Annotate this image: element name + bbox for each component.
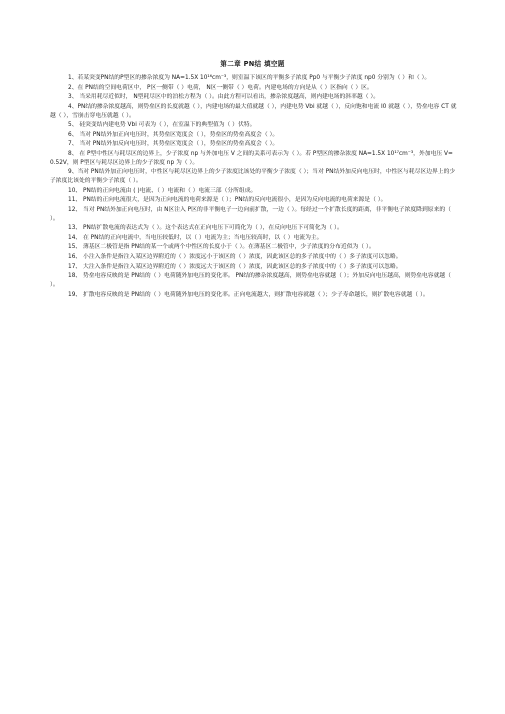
question-6: 6、 当对 PN结外加正向电压时，其势垒区宽度会（ ），势垒区的势垒高度会（ ）。 (68, 131, 279, 138)
question-7: 7、 当对 PN结外加反向电压时，其势垒区宽度会（ ），势垒区的势垒高度会（ ）。 (68, 141, 279, 148)
question-9: 9、当对 PN结外加正向电压时，中性区与耗尽区边界上的少子浓度比该处的平衡少子浓度（ ）；当对 PN结外加反向电压时，中性区与耗尽区边界上的少子浓度比该处的平衡少子浓度（ ）。 (50, 169, 456, 185)
question-8: 8、 在 P型中性区与耗尽区的边界上，少子浓度 np 与外加电压 V 之间的关系可表示为（ ）。若 P型区的掺杂浓度 NA=1.5X 10¹⁷cm⁻³，外加电压 V= 0.52V，则 P型区与耗尽区边界上的少子浓度 np 为（ ）。 (50, 150, 453, 166)
question-14: 14、 在 PN结的正向电流中，当电压较低时，以（ ）电流为主；当电压较高时，以（ ）电流为主。 (68, 234, 323, 241)
question-13: 13、 PN结扩散电流的表达式为（ ）。这个表达式在正向电压下可简化为（ ），在反向电压下可简化为（ ）。 (68, 225, 343, 232)
question-10: 10、 PN结的正向电流由 ( )电流、（ ）电流和（ ）电流三部（分所组成。 (68, 187, 257, 194)
question-3: 3、 当采用耗尽近似时， N型耗尽区中的泊松方程为（ ）。由此方程可以看出，掺杂浓度越高，则内建电场的斜率越（ ）。 (68, 94, 380, 101)
question-4: 4、PN结的掺杂浓度越高，则势垒区的长度就越（ ），内建电场的最大值就越（ ），内建电势 Vbi 就越（ ），反向饱和电流 I0 就越（ ），势垒电容 CT 就越（ ），雪崩击穿电压就越（ ）。 (50, 103, 457, 119)
question-2: 2、在 PN结的空间电荷区中， P区一侧带（ ）电荷， N区一侧带（ ）电荷。内建电场的方向是从（ ）区指向（ ）区。 (68, 84, 373, 91)
question-17: 17、 大注入条件是指注入某区边界附近的（ ）浓度远大于该区的（ ）浓度，因此该区总的多子浓度中的（ ）多子浓度可以忽略。 (68, 263, 402, 270)
question-18: 18、 势垒电容反映的是 PN结的（ ）电荷随外加电压的变化率。 PN结的掺杂浓度越高，则势垒电容就越（ ）；外加反向电压越高，则势垒电容就越（ ）。 (50, 273, 451, 289)
question-1: 1、若某突变PN结的P型区的掺杂浓度为 NA=1.5X 10¹⁶cm⁻³，则室温下该区的平衡多子浓度 Pp0 与平衡少子浓度 np0 分别为（ ）和（ ）。 (68, 75, 431, 81)
question-19: 19、 扩散电容反映的是 PN结的（ ）电荷随外加电压的变化率。正向电流越大，则扩散电容就越（ ）；少子寿命越长，则扩散电容就越（ ）。 (68, 291, 429, 298)
question-15: 15、 薄基区二极管是指 PN结的某一个或两个中性区的长度小于（ ）。在薄基区二极管中，少子浓度的分布近似为（ ）。 (68, 244, 375, 251)
question-list (50, 74, 458, 300)
question-12: 12、 当对 PN结外加正向电压时，由 N区注入 P区的非平衡电子一边向前扩散，一边（ ）。每经过一个扩散长度的距离，非平衡电子浓度降到原来的（ ）。 (50, 206, 451, 222)
question-11: 11、 PN结的正向电流很大，是因为正向电流的电荷来源是（ ）；PN结的反向电流很小，是因为反向电流的电荷来源是（ ）。 (68, 197, 387, 204)
question-16: 16、 小注入条件是指注入某区边界附近的（ ）浓度远小于该区的（ ）浓度，因此该区总的多子浓度中的（ ）多子浓度可以忽略。 (68, 254, 402, 261)
question-5: 5、 硅突变结内建电势 Vbi 可表为（ ），在室温下的典型值为（ ）伏特。 (68, 122, 256, 129)
page-title: 第二章 PN结 填空题 (220, 60, 285, 68)
